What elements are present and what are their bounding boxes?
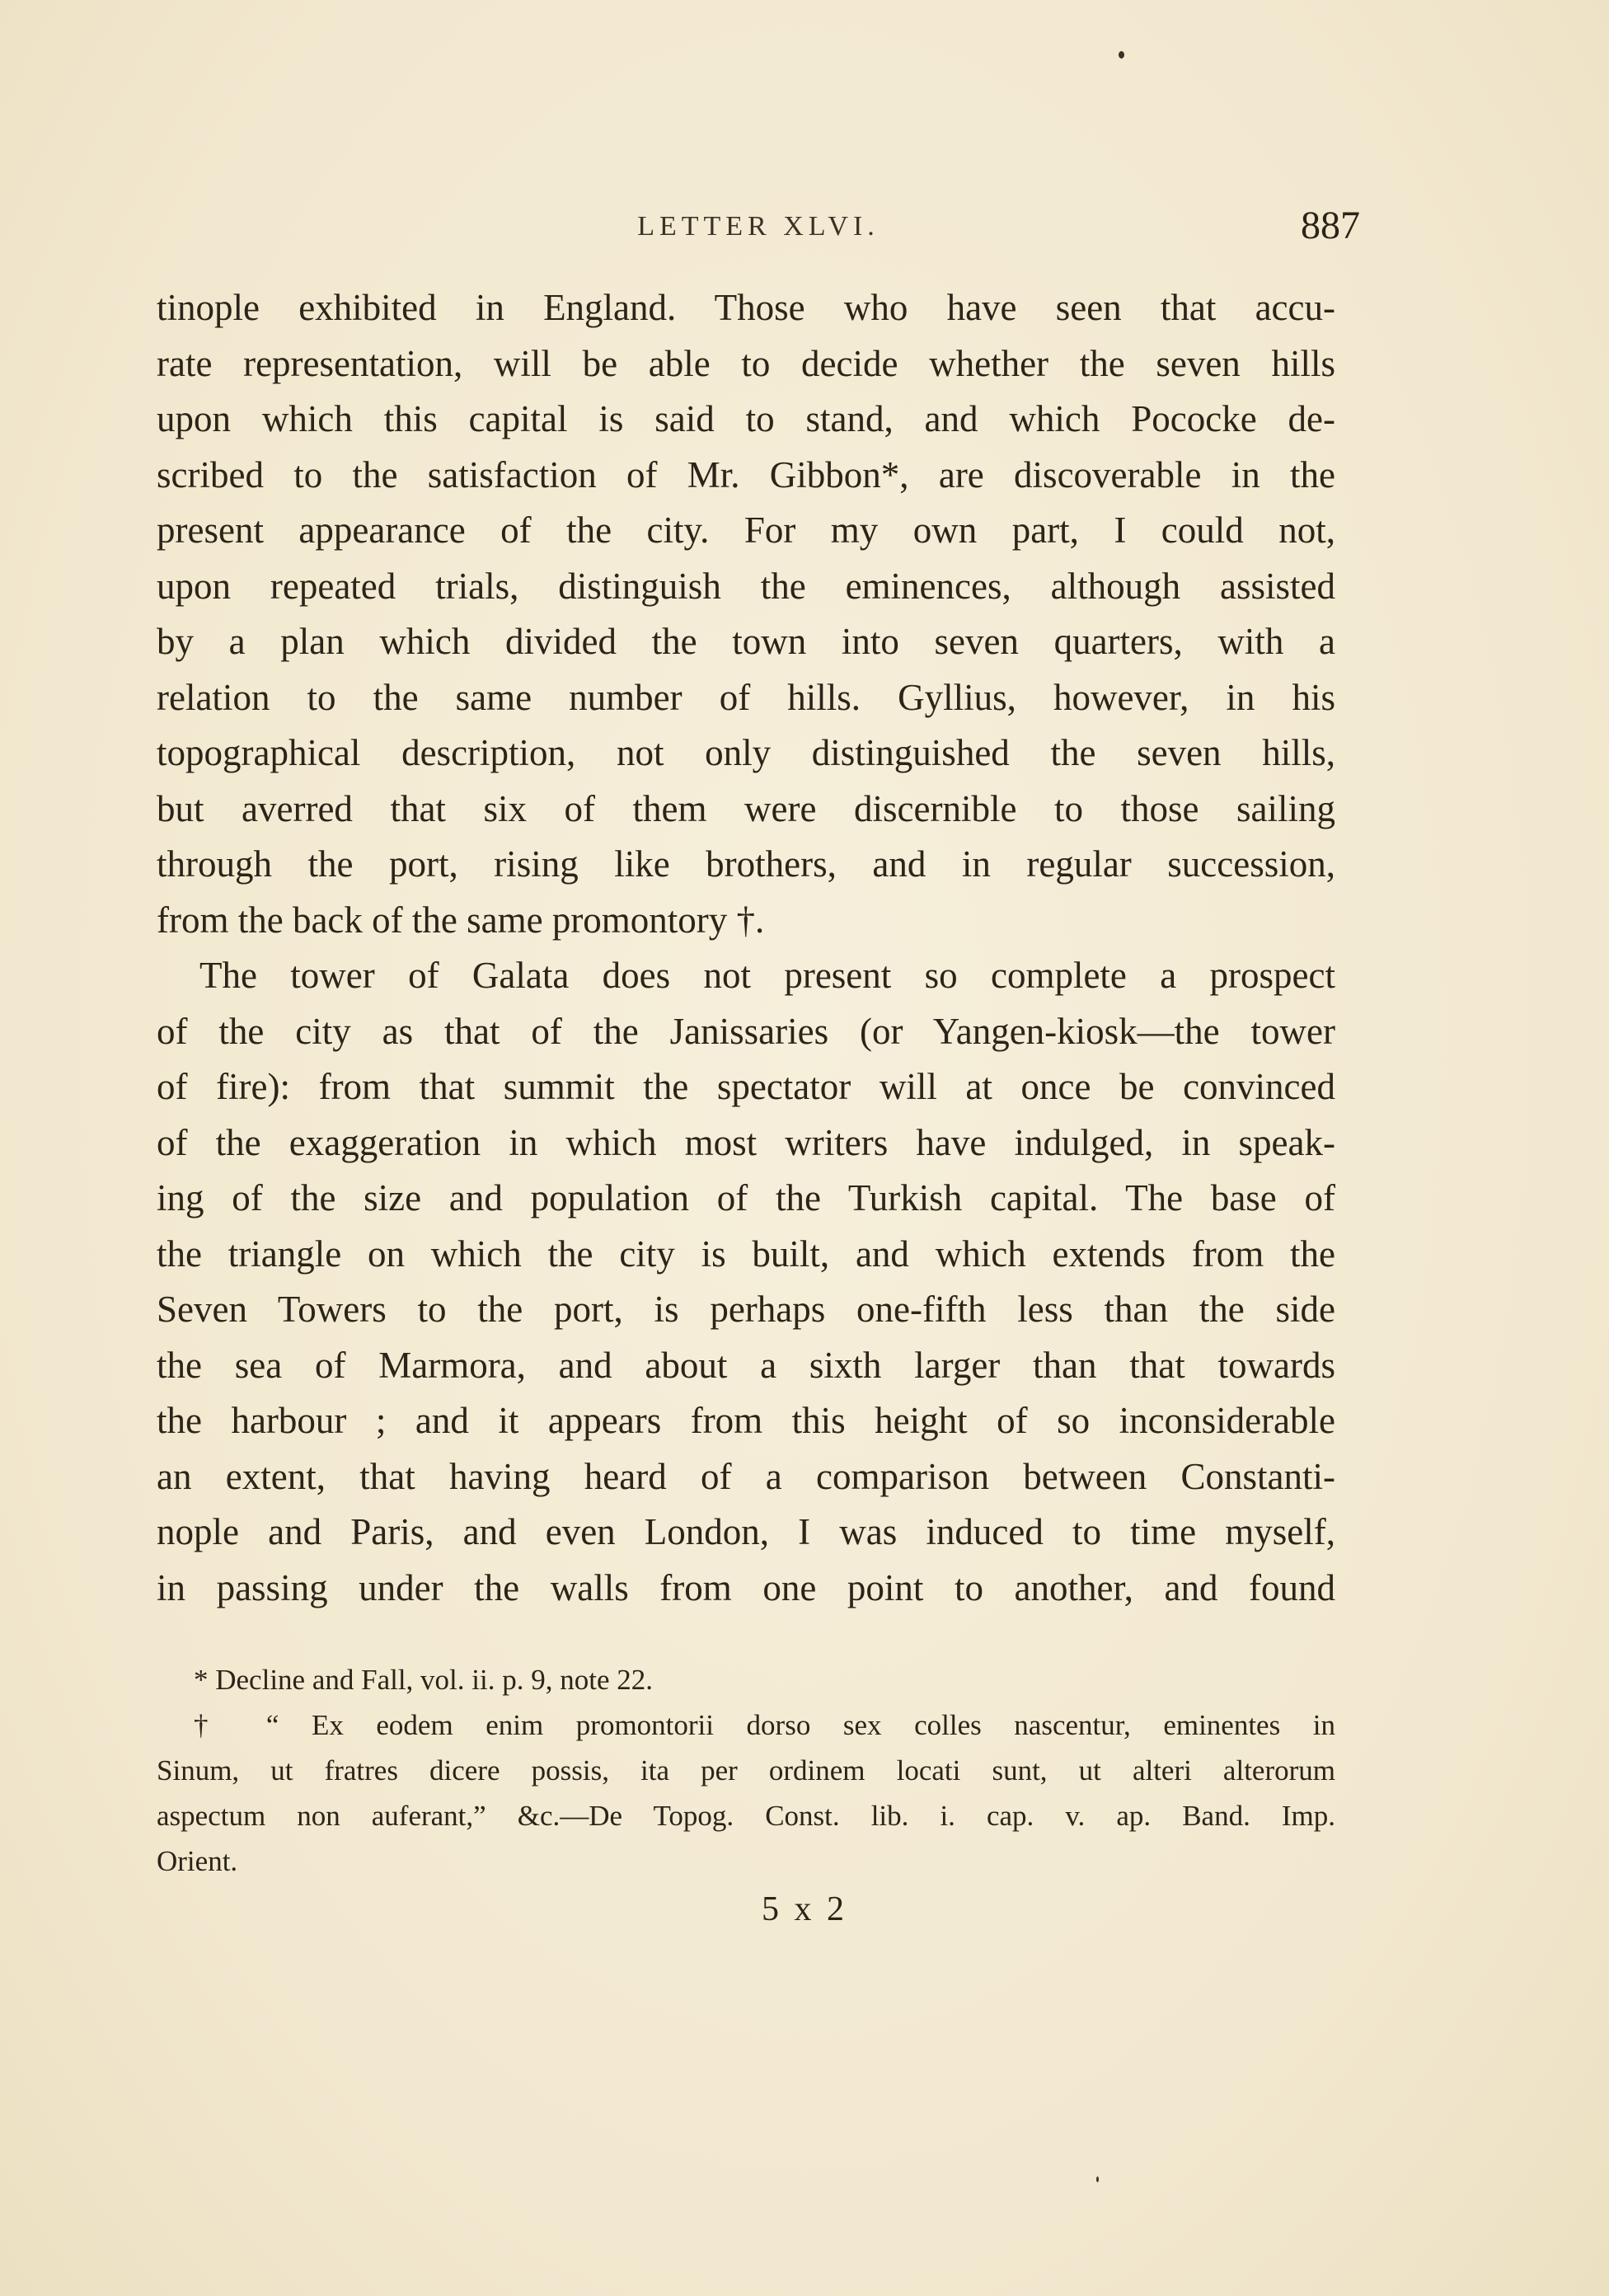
footnote-line: Orient.: [157, 1845, 238, 1877]
text-line: by a plan which divided the town into seven quarters, with a: [157, 621, 1335, 662]
text-line: tinople exhibited in England. Those who have seen that accu-: [157, 287, 1335, 328]
text-line: an extent, that having heard of a comparison between Constanti-: [157, 1455, 1335, 1497]
text-line: but averred that six of them were discernible to those sailing: [157, 787, 1335, 829]
ink-speck: [1119, 51, 1124, 59]
footnote-line: † “ Ex eodem enim promontorii dorso sex colles nascentur, eminentes in: [194, 1709, 1335, 1741]
text-line: of the exaggeration in which most writers have indulged, in speak-: [157, 1121, 1335, 1163]
text-line: the harbour ; and it appears from this height of so inconsiderable: [157, 1400, 1335, 1441]
text-line: Seven Towers to the port, is perhaps one-fifth less than the side: [157, 1289, 1335, 1330]
footnote-line: Sinum, ut fratres dicere possis, ita per ordinem locati sunt, ut alteri alterorum: [157, 1754, 1335, 1787]
page-number: 887: [1301, 204, 1360, 247]
text-line: nople and Paris, and even London, I was induced to time myself,: [157, 1511, 1335, 1552]
text-line: upon which this capital is said to stand, and which Pococke de-: [157, 398, 1335, 439]
text-line: relation to the same number of hills. Gyllius, however, in his: [157, 676, 1335, 718]
text-line: ing of the size and population of the Turkish capital. The base of: [157, 1177, 1335, 1218]
text-line: of fire): from that summit the spectator will at once be convinced: [157, 1066, 1335, 1107]
footnote-line: * Decline and Fall, vol. ii. p. 9, note 22.: [194, 1664, 653, 1696]
text-line: the sea of Marmora, and about a sixth larger than that towards: [157, 1344, 1335, 1386]
body-text: [157, 280, 1335, 1616]
page-header: [157, 204, 1360, 257]
text-line: scribed to the satisfaction of Mr. Gibbon*, are discoverable in the: [157, 453, 1335, 495]
ink-speck: [1096, 2176, 1099, 2182]
text-line: topographical description, not only distinguished the seven hills,: [157, 732, 1335, 773]
text-line: upon repeated trials, distinguish the eminences, although assisted: [157, 565, 1335, 607]
text-line: the triangle on which the city is built, and which extends from the: [157, 1233, 1335, 1275]
text-line: from the back of the same promontory †.: [157, 899, 765, 941]
text-line: through the port, rising like brothers, and in regular succession,: [157, 843, 1335, 885]
text-line: in passing under the walls from one point to another, and found: [157, 1566, 1335, 1608]
text-line: rate representation, will be able to decide whether the seven hills: [157, 342, 1335, 384]
running-head: LETTER XLVI.: [637, 211, 880, 242]
signature-mark: 5 x 2: [762, 1890, 847, 1928]
text-line: of the city as that of the Janissaries (or Yangen-kiosk—the tower: [157, 1010, 1335, 1052]
text-line: present appearance of the city. For my own part, I could not,: [157, 509, 1335, 551]
footnote-line: aspectum non auferant,” &c.—De Topog. Const. lib. i. cap. v. ap. Band. Imp.: [157, 1800, 1335, 1832]
footnotes: [157, 1657, 1335, 1884]
text-line: The tower of Galata does not present so complete a prospect: [199, 955, 1335, 996]
